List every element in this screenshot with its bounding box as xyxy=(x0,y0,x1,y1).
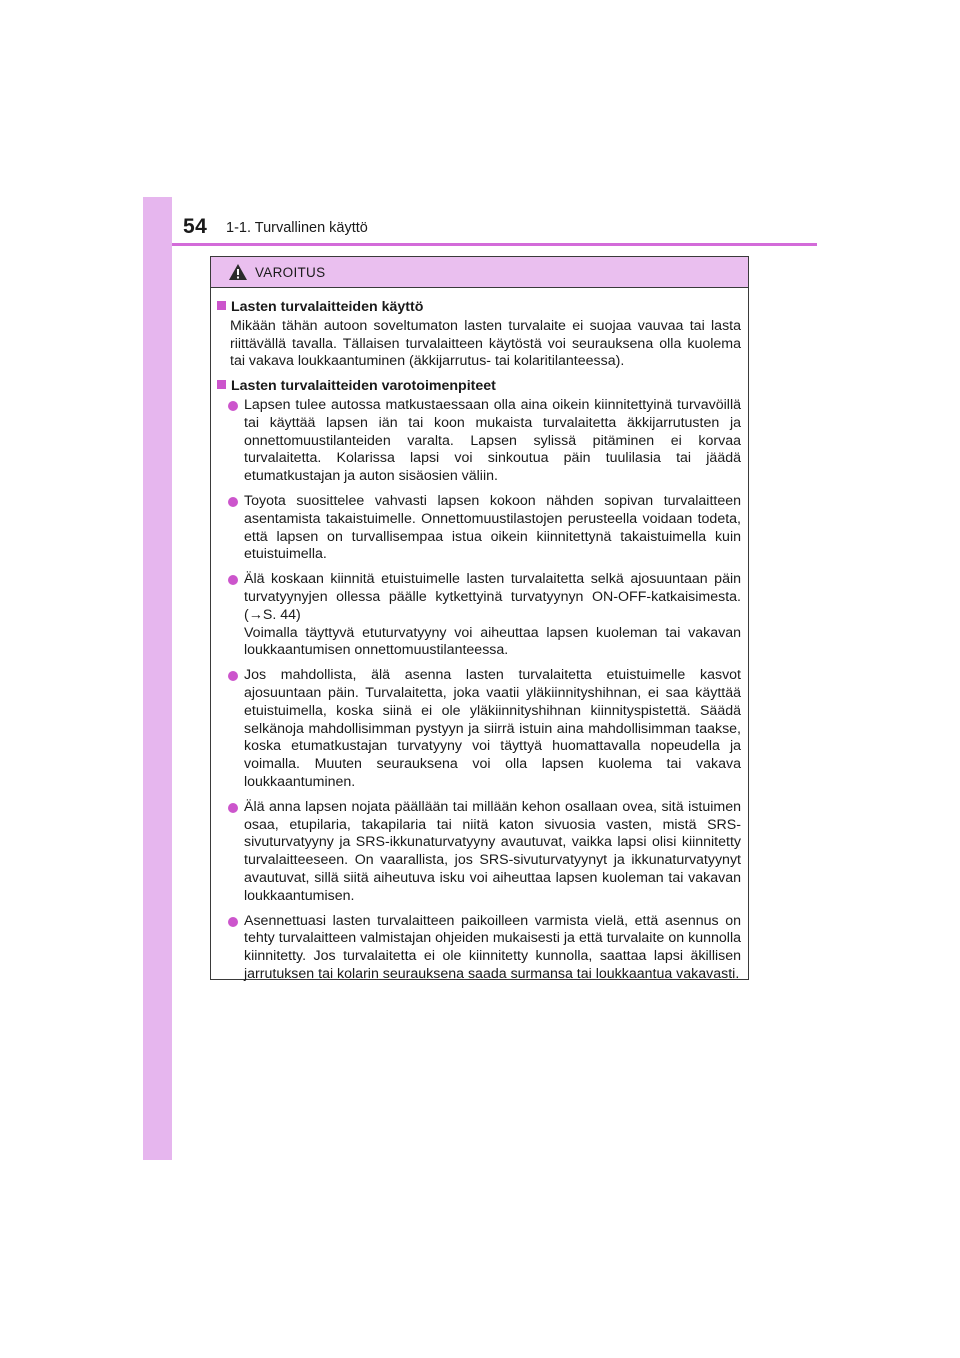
circle-bullet-icon xyxy=(228,575,238,585)
list-item: Älä anna lapsen nojata päällään tai millään kehon osallaan ovea, sitä istuimen osaa, etupilaria, takapilaria tai niitä katon sivuosia vasten, mistä SRS-sivuturvatyyny ja SRS-ikkunaturvatyyny avautuvat, vaikka lapsi olisi kiinnitetty turvalaitteeseen. On vaarallista, jos SRS-sivuturvatyynyt ja ikkunaturvatyynyt avautuvat, sillä siitä aiheutuva isku voi aiheuttaa lapsen kuoleman tai vakavan loukkaantumisen. xyxy=(228,799,741,906)
list-item: Toyota suosittelee vahvasti lapsen kokoon nähden sopivan turvalaitteen asentamista takaistuimelle. Onnettomuustilastojen perusteella voidaan todeta, että lapsen on turvallisempaa istua oikein kiinnitettynä takaistuimella kuin etuistuimella. xyxy=(228,493,741,564)
circle-bullet-icon xyxy=(228,497,238,507)
circle-bullet-icon xyxy=(228,917,238,927)
list-item: Lapsen tulee autossa matkustaessaan olla aina oikein kiinnitettyinä turvavöillä tai käyttää lapsen iän tai koon mukaista turvalaitetta äkkijarrutusten ja onnettomuustilanteiden varalta. Lapsen sylissä pitäminen ei korvaa turvalaitetta. Kolarissa lapsi voi sinkoutua päin tuulilasia tai jäädä etumatkustajan ja auton sisäosien väliin. xyxy=(228,397,741,486)
list-item: Jos mahdollista, älä asenna lasten turvalaitetta etuistuimelle kasvot ajosuuntaan päin. Turvalaitetta, joka vaatii yläkiinnityshihnan, ei saa käyttää etuistuimella, koska siinä ei ole yläkiinnityshihnan kiinnityspistettä. Säädä selkänoja mahdollisimman pystyyn ja siirrä istuin aina mahdollisimman taakse, koska etumatkustajan turvatyyny voi täyttyä huomattavalla nopeudella ja voimalla. Muuten seurauksena voi olla lapsen kuolema tai vakava loukkaantuminen. xyxy=(228,667,741,792)
warning-triangle-icon xyxy=(228,263,248,281)
warning-header xyxy=(211,257,748,288)
warning-title: VAROITUS xyxy=(255,264,326,280)
warning-box xyxy=(210,256,749,980)
list-item: Asennettuasi lasten turvalaitteen paikoilleen varmista vielä, että asennus on tehty turvalaitteen valmistajan ohjeiden mukaisesti ja että turvalaite on kunnolla kiinnitetty. Jos turvalaitetta ei ole kiinnitetty kunnolla, saattaa lapsi äkillisen jarrutuksen tai kolarin seurauksena saada surmansa tai loukkaantua vakavasti. xyxy=(228,913,741,984)
circle-bullet-icon xyxy=(228,401,238,411)
header-rule xyxy=(172,243,817,246)
list-item-text: Voimalla täyttyvä etuturvatyyny voi aiheuttaa lapsen kuoleman tai vakavan loukkaantumisen onnettomuustilanteessa. xyxy=(244,624,741,659)
section-heading: Lasten turvalaitteiden varotoimenpiteet xyxy=(216,378,741,396)
list-item-text: Älä koskaan kiinnitä etuistuimelle lasten turvalaitetta selkä ajosuuntaan päin turvatyynyjen ollessa päälle kytkettyinä turvatyynyn ON-OFF-katkaisimesta. (→S. 44) xyxy=(244,571,741,623)
warning-body xyxy=(211,288,748,984)
side-color-band xyxy=(143,197,172,1160)
section-title: 1-1. Turvallinen käyttö xyxy=(226,220,368,236)
circle-bullet-icon xyxy=(228,671,238,681)
list-item xyxy=(228,571,741,660)
circle-bullet-icon xyxy=(228,803,238,813)
section-heading: Lasten turvalaitteiden käyttö xyxy=(216,299,741,317)
square-bullet-icon xyxy=(217,301,226,310)
section-paragraph: Mikään tähän autoon soveltumaton lasten turvalaite ei suojaa vauvaa tai lasta riittävällä tavalla. Tällaisen turvalaitteen käytöstä voi seurauksena olla kuolema tai vakava loukkaantuminen (äkkijarrutus- tai kolaritilanteessa). xyxy=(230,317,741,370)
page-number: 54 xyxy=(183,215,208,238)
square-bullet-icon xyxy=(217,380,226,389)
